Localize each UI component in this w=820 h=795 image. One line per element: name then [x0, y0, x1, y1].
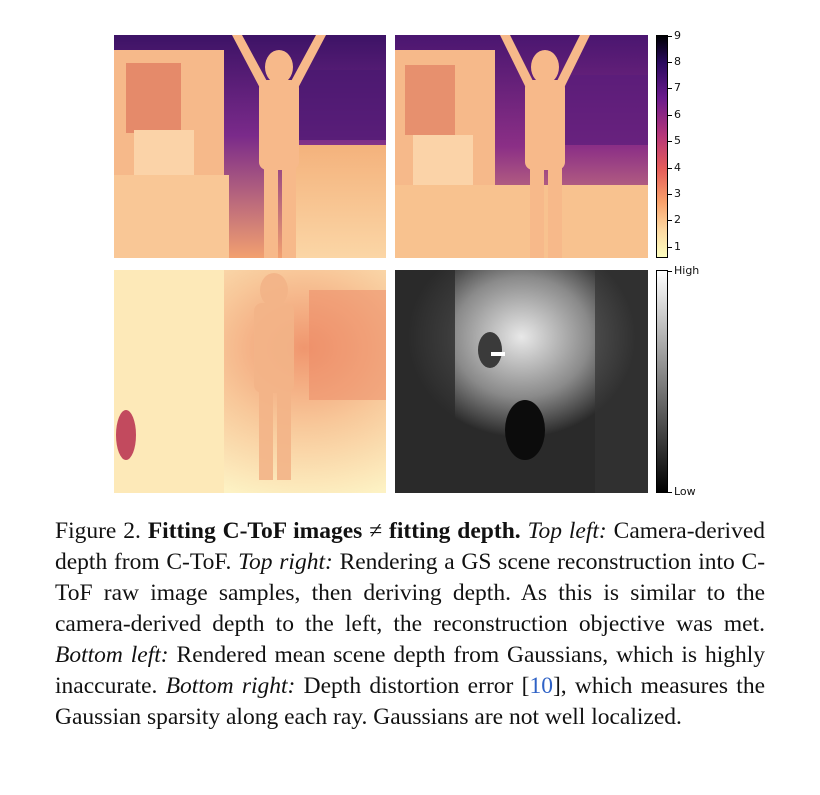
colorbar-tick-label: 3 [674, 187, 681, 200]
colorbar-tick-label: 7 [674, 81, 681, 94]
colorbar-tick-label: 2 [674, 213, 681, 226]
depth-map-gs-reconstruction [395, 35, 648, 258]
citation-link[interactable]: 10 [529, 673, 553, 699]
depth-colorbar [656, 35, 668, 258]
caption-title-part2: fitting depth. [389, 518, 521, 544]
error-colorbar [656, 270, 668, 493]
depth-map-camera-derived [114, 35, 386, 258]
caption-title-part1: Fitting C-ToF images [147, 518, 363, 544]
colorbar-tick-label: 1 [674, 240, 681, 253]
mean-scene-depth-map [114, 270, 386, 493]
colorbar-tick-label: 5 [674, 134, 681, 147]
bottom-right-text-b: ], which measures the Gaussian sparsity along each ray. Gaussians are not well localized. [55, 673, 766, 730]
bottom-left-text: Rendered mean scene depth from Gaussians, which is highly inaccurate. [55, 642, 766, 699]
figure-label: Figure 2. [55, 518, 141, 544]
top-left-label: Top left: [527, 518, 607, 544]
colorbar-tick-label: 9 [674, 29, 681, 42]
colorbar-tick-label: 8 [674, 55, 681, 68]
colorbar-tick-label: 4 [674, 161, 681, 174]
bottom-left-label: Bottom left: [55, 642, 169, 668]
top-right-label: Top right: [238, 549, 333, 575]
colorbar-tick-label: 6 [674, 108, 681, 121]
figure-caption [55, 516, 765, 733]
colorbar-high-label: High [674, 264, 700, 277]
top-left-text: Camera-derived depth from C-ToF. [55, 518, 766, 575]
bottom-right-text-a: Depth distortion error [ [303, 673, 530, 699]
top-right-text: Rendering a GS scene reconstruction into C-ToF raw image samples, then deriving depth. As this is similar to the camera-derived depth to the left, the reconstruction objective was met. [55, 549, 766, 637]
bottom-right-label: Bottom right: [165, 673, 296, 699]
depth-distortion-error-map [395, 270, 648, 493]
colorbar-low-label: Low [674, 485, 696, 498]
not-equal-symbol: ≠ [369, 518, 383, 544]
